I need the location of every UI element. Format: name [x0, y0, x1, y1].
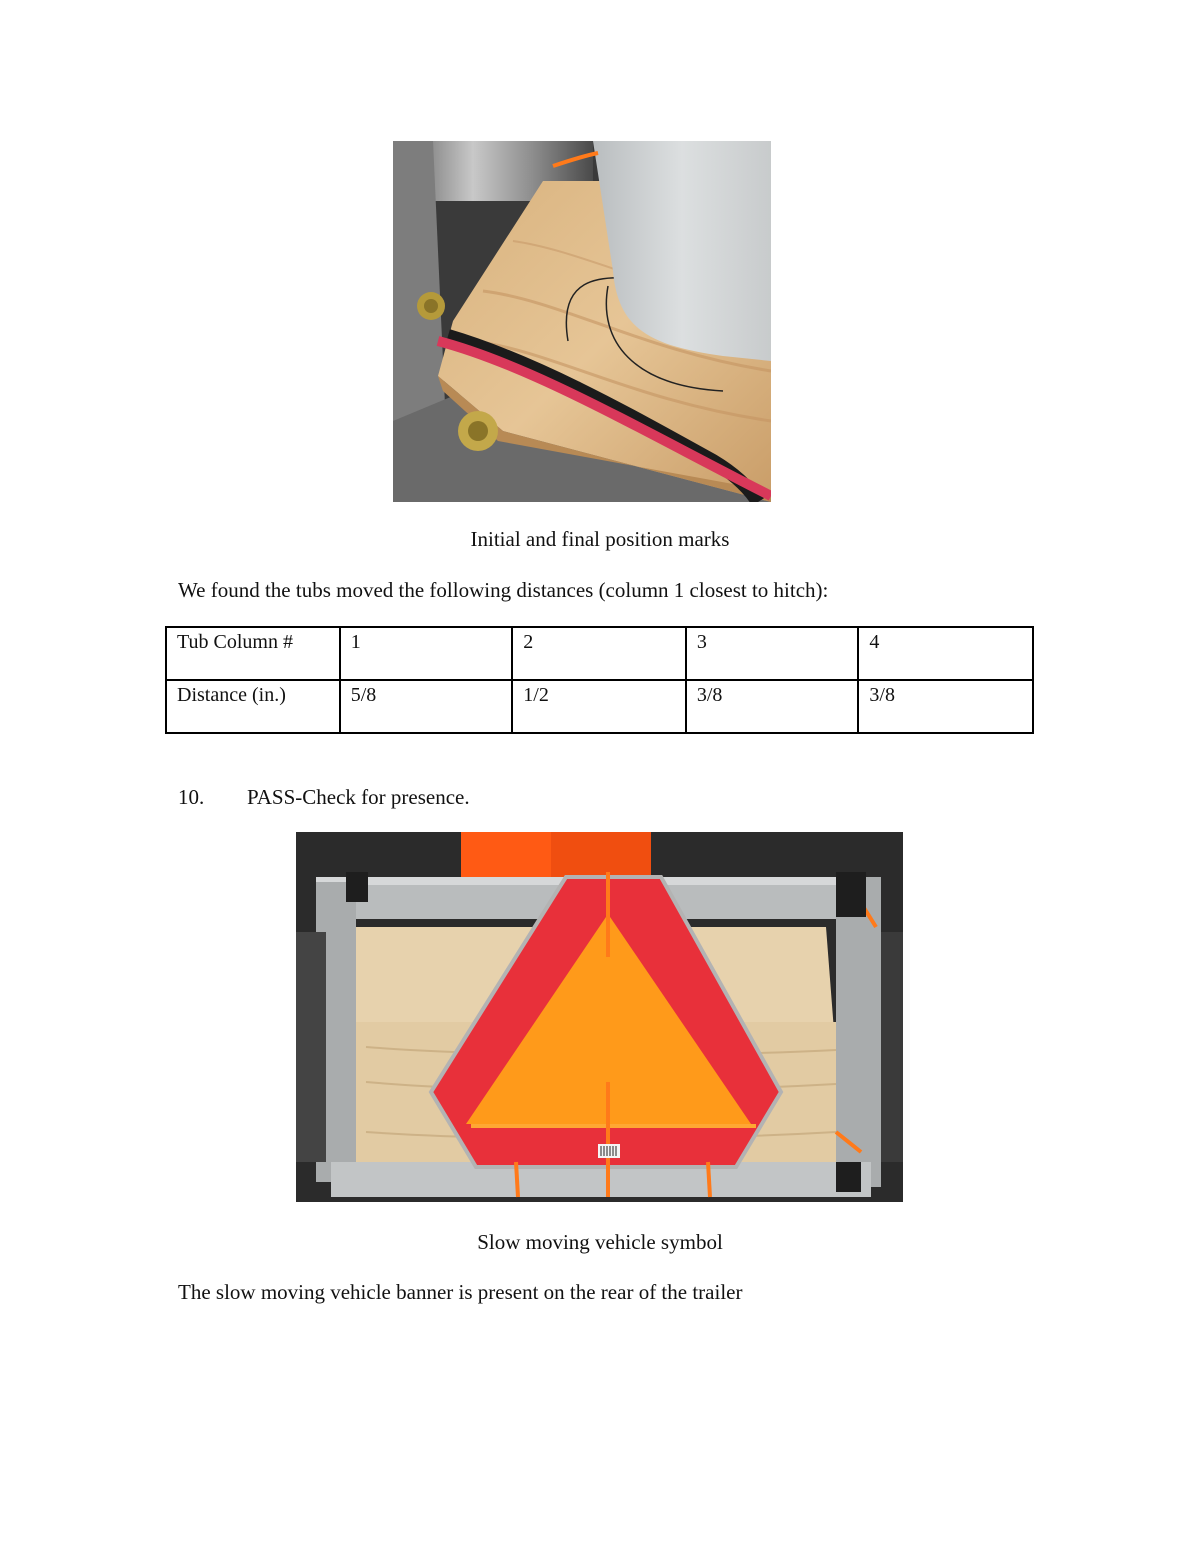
conclusion-text: The slow moving vehicle banner is present on the rear of the trailer	[178, 1280, 743, 1304]
figure1-caption: Initial and final position marks	[470, 527, 730, 551]
table-cell: 1/2	[512, 680, 686, 733]
table-cell: 5/8	[340, 680, 513, 733]
table-row	[166, 680, 1033, 733]
section-title: PASS-Check for presence.	[247, 785, 470, 809]
table-cell: 3	[686, 627, 859, 680]
figure2-caption: Slow moving vehicle symbol	[477, 1230, 723, 1254]
section-number: 10.	[178, 785, 205, 809]
table-cell: 2	[512, 627, 686, 680]
table-cell: 1	[340, 627, 513, 680]
table-cell: Distance (in.)	[166, 680, 340, 733]
table-cell: 4	[858, 627, 1033, 680]
table-cell: 3/8	[858, 680, 1033, 733]
table-cell: Tub Column #	[166, 627, 340, 680]
table-row	[166, 627, 1033, 680]
slow-moving-vehicle-photo	[296, 832, 903, 1202]
table-cell: 3/8	[686, 680, 859, 733]
intro-text: We found the tubs moved the following distances (column 1 closest to hitch):	[178, 578, 829, 602]
position-marks-photo	[393, 141, 771, 502]
distance-table	[165, 626, 1034, 734]
